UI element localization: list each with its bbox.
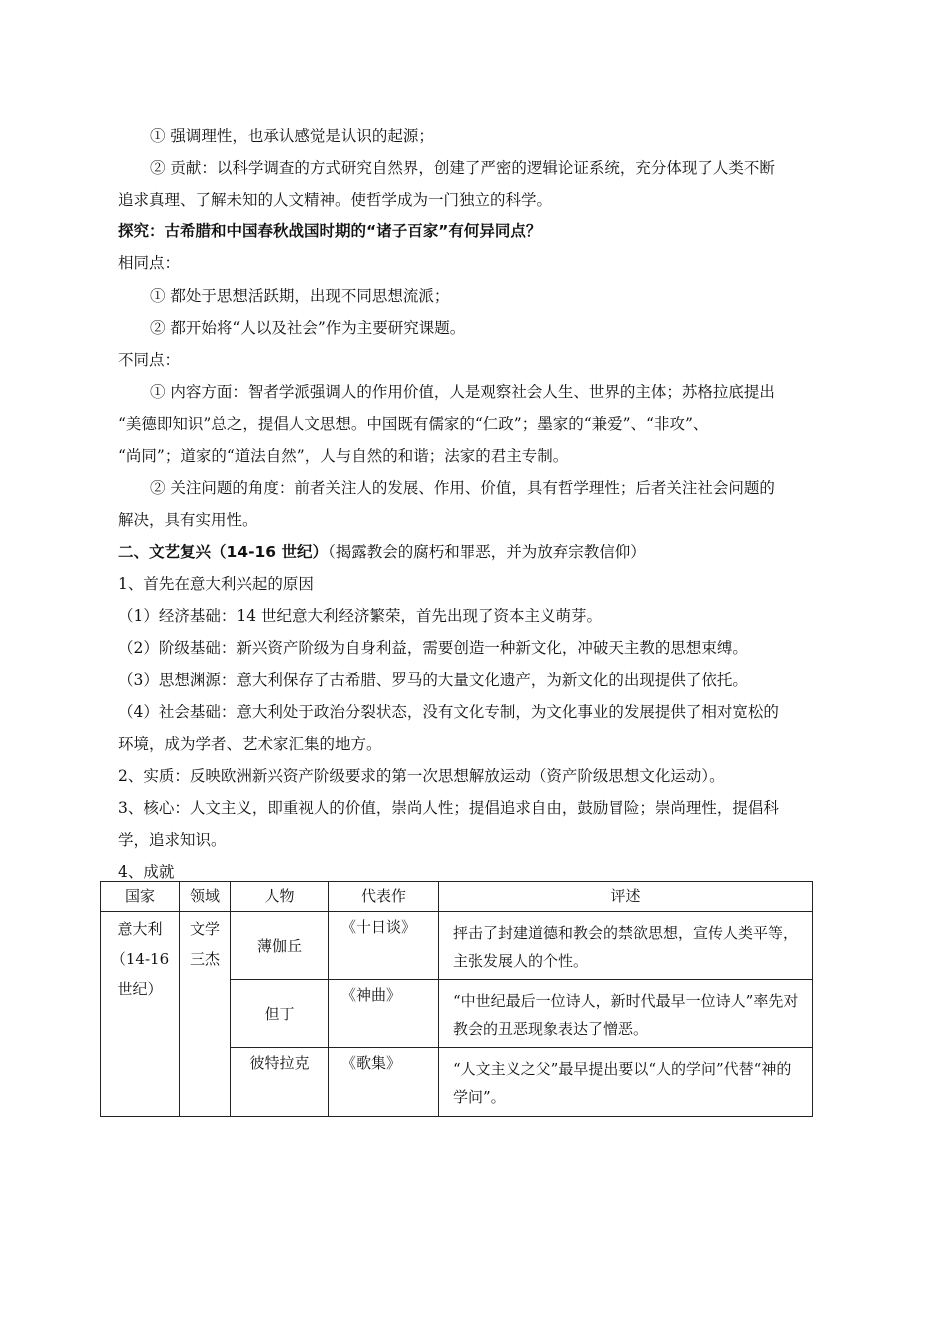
paragraph-line: 不同点： [118, 351, 181, 369]
field-cell: 文学三杰 [180, 912, 231, 1117]
work-cell: 《神曲》 [329, 980, 439, 1048]
paragraph-line: 1、首先在意大利兴起的原因 [118, 575, 314, 593]
section-heading: 探究：古希腊和中国春秋战国时期的“诸子百家”有何异同点？ [118, 222, 542, 240]
paragraph-line: 解决，具有实用性。 [118, 511, 258, 529]
paragraph-line: 环境，成为学者、艺术家汇集的地方。 [118, 735, 382, 753]
header-cell: 领域 [180, 882, 231, 912]
paragraph-line: 2、实质：反映欧洲新兴资产阶级要求的第一次思想解放运动（资产阶级思想文化运动）。 [118, 767, 725, 785]
paragraph-line: 学，追求知识。 [118, 831, 227, 849]
review-cell: 抨击了封建道德和教会的禁欲思想，宣传人类平等，主张发展人的个性。 [439, 912, 813, 980]
work-cell: 《十日谈》 [329, 912, 439, 980]
section-heading-line [118, 542, 838, 562]
person-cell: 薄伽丘 [231, 912, 329, 980]
paragraph-line: （3）思想渊源：意大利保存了古希腊、罗马的大量文化遗产，为新文化的出现提供了依托。 [118, 671, 748, 689]
country-cell: 意大利（14-16 世纪） [101, 912, 180, 1117]
paragraph-line: “尚同”；道家的“道法自然”，人与自然的和谐；法家的君主专制。 [118, 447, 569, 465]
paragraph-line: 相同点： [118, 254, 181, 272]
header-cell: 人物 [231, 882, 329, 912]
section-heading: 二、文艺复兴（14-16 世纪） [118, 543, 328, 561]
paragraph-line: 3、核心：人文主义，即重视人的价值，崇尚人性；提倡追求自由，鼓励冒险；崇尚理性，提倡科 [118, 799, 779, 817]
paragraph-line: 追求真理、了解未知的人文精神。使哲学成为一门独立的科学。 [118, 191, 553, 209]
achievements-table [100, 881, 813, 1117]
paragraph-line: ② 贡献：以科学调查的方式研究自然界，创建了严密的逻辑论证系统，充分体现了人类不断 [150, 159, 775, 177]
header-cell: 代表作 [329, 882, 439, 912]
person-cell: 但丁 [231, 980, 329, 1048]
paragraph-line: （1）经济基础：14 世纪意大利经济繁荣，首先出现了资本主义萌芽。 [118, 607, 603, 625]
paragraph-line: ② 都开始将“人以及社会”作为主要研究课题。 [150, 319, 466, 337]
person-cell: 彼特拉克 [231, 1048, 329, 1117]
paragraph-line: “美德即知识”总之，提倡人文思想。中国既有儒家的“仁政”；墨家的“兼爱”、“非攻”、 [118, 415, 709, 433]
paragraph-line: （4）社会基础：意大利处于政治分裂状态，没有文化专制，为文化事业的发展提供了相对宽松的 [118, 703, 779, 721]
paragraph-line: ① 强调理性，也承认感觉是认识的起源； [150, 127, 434, 145]
review-cell: “中世纪最后一位诗人，新时代最早一位诗人”率先对教会的丑恶现象表达了憎恶。 [439, 980, 813, 1048]
review-cell: “人文主义之父”最早提出要以“人的学问”代替“神的学问”。 [439, 1048, 813, 1117]
table-header-row [101, 882, 813, 912]
paragraph-line: 4、成就 [118, 863, 175, 881]
section-heading-note: （揭露教会的腐朽和罪恶，并为放弃宗教信仰） [327, 543, 646, 561]
paragraph-line: （2）阶级基础：新兴资产阶级为自身利益，需要创造一种新文化，冲破天主教的思想束缚。 [118, 639, 748, 657]
paragraph-line: ① 内容方面：智者学派强调人的作用价值，人是观察社会人生、世界的主体；苏格拉底提出 [150, 383, 775, 401]
paragraph-line: ① 都处于思想活跃期，出现不同思想流派； [150, 287, 450, 305]
header-cell: 评述 [439, 882, 813, 912]
header-cell: 国家 [101, 882, 180, 912]
work-cell: 《歌集》 [329, 1048, 439, 1117]
paragraph-line: ② 关注问题的角度：前者关注人的发展、作用、价值，具有哲学理性；后者关注社会问题的 [150, 479, 775, 497]
table-row [101, 912, 813, 980]
